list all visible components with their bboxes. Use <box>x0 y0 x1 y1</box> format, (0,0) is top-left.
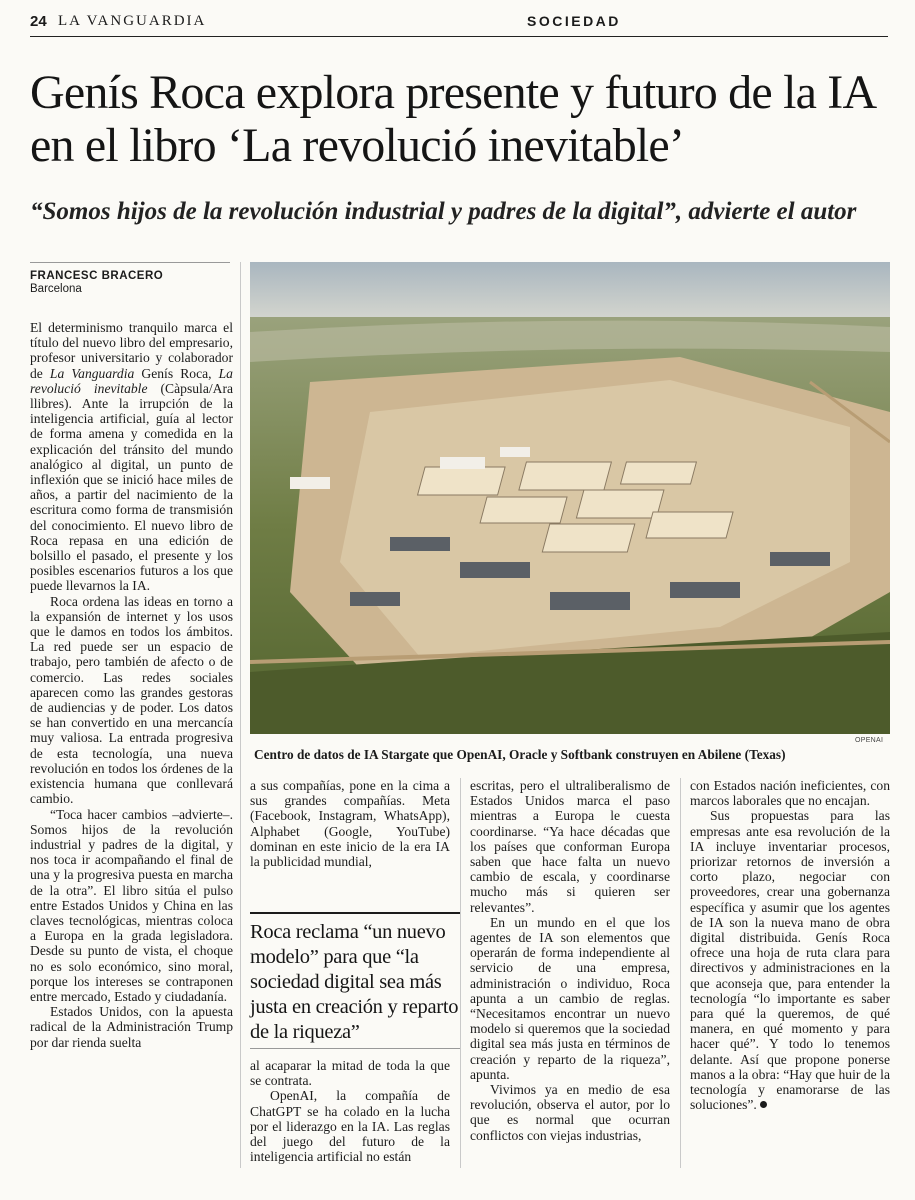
italic-text: La revolució inevitable <box>30 365 233 396</box>
column-divider <box>460 778 461 1168</box>
paragraph: Vivimos ya en medio de esa revolución, observa el autor, por lo que es normal que ocurran conflictos con viejas industrias, <box>470 1082 670 1143</box>
paragraph: Estados Unidos, con la apuesta radical de la Administración Trump por dar rienda suelta <box>30 1004 233 1050</box>
paragraph: escritas, pero el ultraliberalismo de Estados Unidos marca el paso mientras a Europa le cuesta coordinarse. “Ya hace décadas que los países que conforman Europa saben que hace falta un nuevo cambio de escala, y coordinarse mucho más si quieren ser relevantes”. <box>470 778 670 915</box>
body-column-1 <box>30 320 233 1050</box>
paragraph <box>30 320 233 594</box>
paragraph: con Estados nación ineficientes, con marcos laborales que no encajan. <box>690 778 890 809</box>
pull-quote <box>250 912 460 1049</box>
page-header <box>30 10 888 37</box>
paragraph: al acaparar la mitad de toda la que se contrata. <box>250 1058 450 1089</box>
paragraph: “Toca hacer cambios –advierte–. Somos hijos de la revolución industrial y padres de la digital, y nos toca ir acompañando el final de una y la progresiva puesta en marcha de la otra”. El libro sitúa el pulso entre Estados Unidos y China en las claves tecnológicas, mientras coloca a Europa en la grada legisladora. Desde su punto de vista, el choque no es solo económico, sino moral, porque los intereses se contraponen entre mercado, Estado y ciudadanía. <box>30 806 233 1004</box>
body-column-4 <box>690 778 890 1112</box>
photo-caption: Centro de datos de IA Stargate que OpenAI, Oracle y Softbank construyen en Abilene (Texas) <box>254 747 786 762</box>
author-city: Barcelona <box>30 283 82 295</box>
photo-credit: OPENAI <box>855 737 884 744</box>
italic-text: La Vanguardia <box>49 365 135 381</box>
body-column-2-continued <box>250 1058 450 1164</box>
paragraph: a sus compañías, pone en la cima a sus grandes compañías. Meta (Facebook, Instagram, WhatsApp), Alphabet (Google, YouTube) dominan en este inicio de la era IA la publicidad mundial, <box>250 778 450 870</box>
data-center-photo <box>250 262 890 734</box>
newspaper-name: LA VANGUARDIA <box>58 13 207 29</box>
author-name: FRANCESC BRACERO <box>30 270 164 282</box>
paragraph: OpenAI, la compañía de ChatGPT se ha colado en la lucha por el liderazgo en la IA. Las reglas del juego del futuro de la inteligencia artificial no están <box>250 1088 450 1165</box>
subheadline: “Somos hijos de la revolución industrial y padres de la digital”, advierte el autor <box>30 198 857 225</box>
paragraph: Roca ordena las ideas en torno a la expansión de internet y los usos que le damos en todos los ámbitos. La red puede ser un espacio de trabajo, pero también de afecto o de comercio. Las redes sociales aparecen como las grandes gestoras de audiencias y de poder. Los datos se han convertido en una mercancía muy valiosa. La entrada progresiva de esta tecnología, una nueva revolución en todos los órdenes de la existencia humana que conllevará cambio. <box>30 593 233 807</box>
paragraph <box>690 808 890 1112</box>
headline: Genís Roca explora presente y futuro de la IA en el libro ‘La revolució inevitable’ <box>30 66 874 172</box>
page-number: 24 <box>30 13 47 30</box>
byline <box>30 262 230 295</box>
text-run: Sus propuestas para las empresas ante esa revolución de la IA incluye inventariar procesos, priorizar retornos de inversión a corto plazo, negociar con proveedores, crear una gobernanza específica y asumir que los agentes de IA son la nueva mano de obra digital distribuida. Genís Roca ofrece una hoja de ruta clara para directivos y administraciones en la que aconseja que, para entender la tecnología “lo importante es saber para qué la queremos, de qué manera, en qué momento y para hacer qué”. Y todo lo tenemos delante. Así que propone ponerse manos a la obra: “Hay que huir de la tecnología y enamorarse de las soluciones”. <box>690 808 890 1113</box>
column-divider <box>680 778 681 1168</box>
text-run: El determinismo tranquilo marca el título del nuevo libro del empresario, profesor universitario y colaborador de <box>30 320 233 381</box>
column-divider <box>240 262 241 1168</box>
text-run: Genís Roca, <box>134 365 219 381</box>
text-run: (Càpsula/Ara llibres). Ante la irrupción de la inteligencia artificial, guía al lector de forma amena y comedida en la explicación del tránsito del mundo analógico al digital, un punto de inflexión que se inició hace miles de años, a partir del nacimiento de la escritura como forma de transmisión del conocimiento. El nuevo libro de Roca repasa en una edición de bolsillo el pasado, el presente y los posibles escenarios futuros a los que puede llevarnos la IA. <box>30 380 234 594</box>
pull-quote-text: Roca reclama “un nuevo modelo” para que “la sociedad digital sea más justa en creación y reparto de la riqueza” <box>250 921 459 1043</box>
body-column-2 <box>250 778 450 869</box>
body-column-3 <box>470 778 670 1143</box>
paragraph: En un mundo en el que los agentes de IA son elementos que operarán de forma independiente al servicio de una empresa, administración o individuo, Roca apunta a un cambio de reglas. “Necesitamos encontrar un nuevo modelo si queremos que la sociedad digital sea más justa en términos de creación y reparto de la riqueza”, apunta. <box>470 914 670 1082</box>
end-mark-icon <box>760 1101 767 1108</box>
section-name: SOCIEDAD <box>527 13 621 29</box>
